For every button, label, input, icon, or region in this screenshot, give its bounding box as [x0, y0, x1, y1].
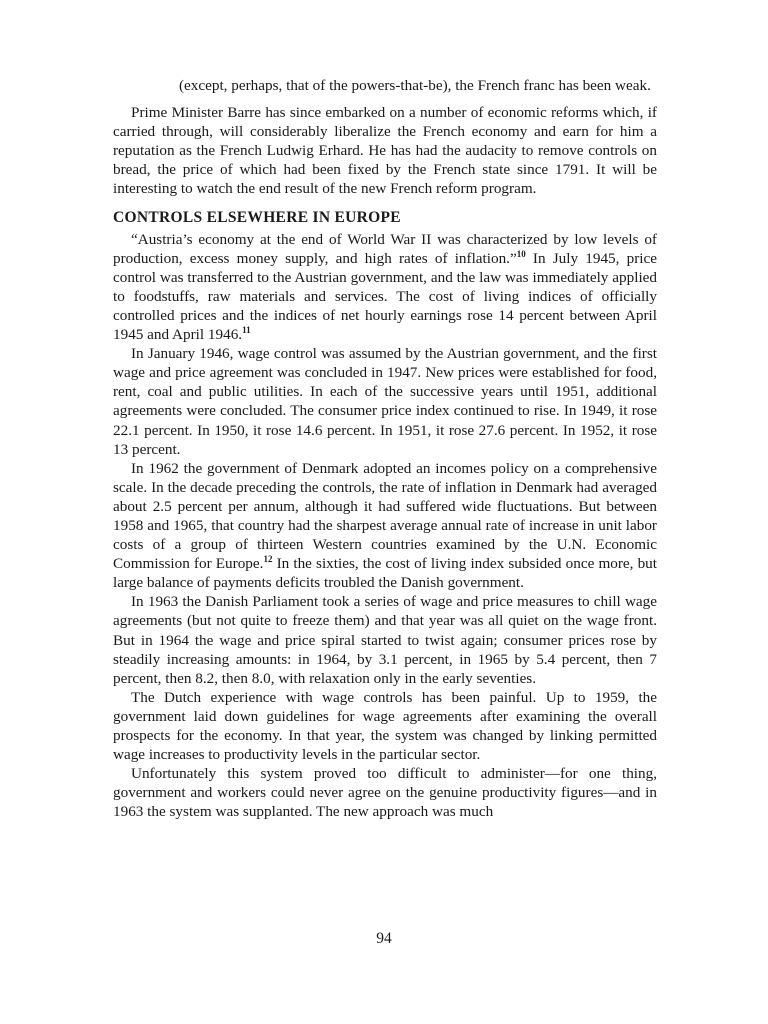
paragraph-denmark-1-text-a: In 1962 the government of Denmark adopted an incomes policy on a comprehensive scale. In the decade preceding the controls, the rate of inflation in Denmark had averaged about 2.5 percent per annum, although it had suffered wide fluctuations. But between 1958 and 1965, that country had the sharpest average annual rate of increase in unit labor costs of a group of thirteen Western countries examined by the U.N. Economic Commission for Europe.	[113, 459, 657, 573]
footnote-ref-10: 10	[516, 248, 526, 259]
paragraph-dutch-1: The Dutch experience with wage controls has been painful. Up to 1959, the government laid down guidelines for wage agreements after examining the overall prospects for the economy. In that year, the system was changed by linking permitted wage increases to productivity levels in the particular sector.	[113, 688, 657, 764]
paragraph-austria-2: In January 1946, wage control was assumed by the Austrian government, and the first wage and price agreement was concluded in 1947. New prices were established for food, rent, coal and public utilities. In each of the successive years until 1951, additional agreements were concluded. The consumer price index continued to rise. In 1949, it rose 22.1 percent. In 1950, it rose 14.6 percent. In 1951, it rose 27.6 percent. In 1952, it rose 13 percent.	[113, 345, 657, 458]
footnote-ref-12: 12	[263, 554, 273, 565]
paragraph-austria-1	[113, 230, 657, 345]
paragraph-denmark-1	[113, 459, 657, 593]
paragraph-denmark-1-text-b: In the sixties, the cost of living index subsided once more, but large balance of payments deficits troubled the Danish government.	[113, 555, 657, 592]
quote-continuation: (except, perhaps, that of the powers-that-be), the French franc has been weak.	[179, 77, 651, 94]
page-body	[113, 76, 657, 821]
paragraph-austria-1-text-a: “Austria’s economy at the end of World War II was characterized by low levels of production, excess money supply, and high rates of inflation.”	[113, 230, 657, 267]
paragraph-denmark-2: In 1963 the Danish Parliament took a series of wage and price measures to chill wage agreements (but not quite to freeze them) and that year was all quiet on the wage front. But in 1964 the wage and price spiral started to twist again; consumer prices rose by steadily increasing amounts: in 1964, by 3.1 percent, in 1965 by 5.4 percent, then 7 percent, then 8.2, then 8.0, with relaxation only in the early seventies.	[113, 593, 657, 687]
paragraph-barre-reforms: Prime Minister Barre has since embarked on a number of economic reforms which, if carried through, will considerably liberalize the French economy and earn for him a reputation as the French Ludwig Erhard. He has had the audacity to remove controls on bread, the price of which had been fixed by the French state since 1791. It will be interesting to watch the end result of the new French reform program.	[113, 104, 657, 198]
paragraph-austria-1-text-b: In July 1945, price control was transferred to the Austrian government, and the law was immediately applied to foodstuffs, raw materials and services. The cost of living indices of officially controlled prices and the indices of net hourly earnings rose 14 percent between April 1945 and April 1946.	[113, 249, 657, 344]
paragraph-dutch-2: Unfortunately this system proved too difficult to administer—for one thing, government and workers could never agree on the genuine productivity figures—and in 1963 the system was supplanted. The new approach was much	[113, 765, 657, 821]
page-number: 94	[376, 930, 392, 947]
footnote-ref-11: 11	[242, 324, 251, 335]
section-heading: CONTROLS ELSEWHERE IN EUROPE	[113, 208, 401, 226]
